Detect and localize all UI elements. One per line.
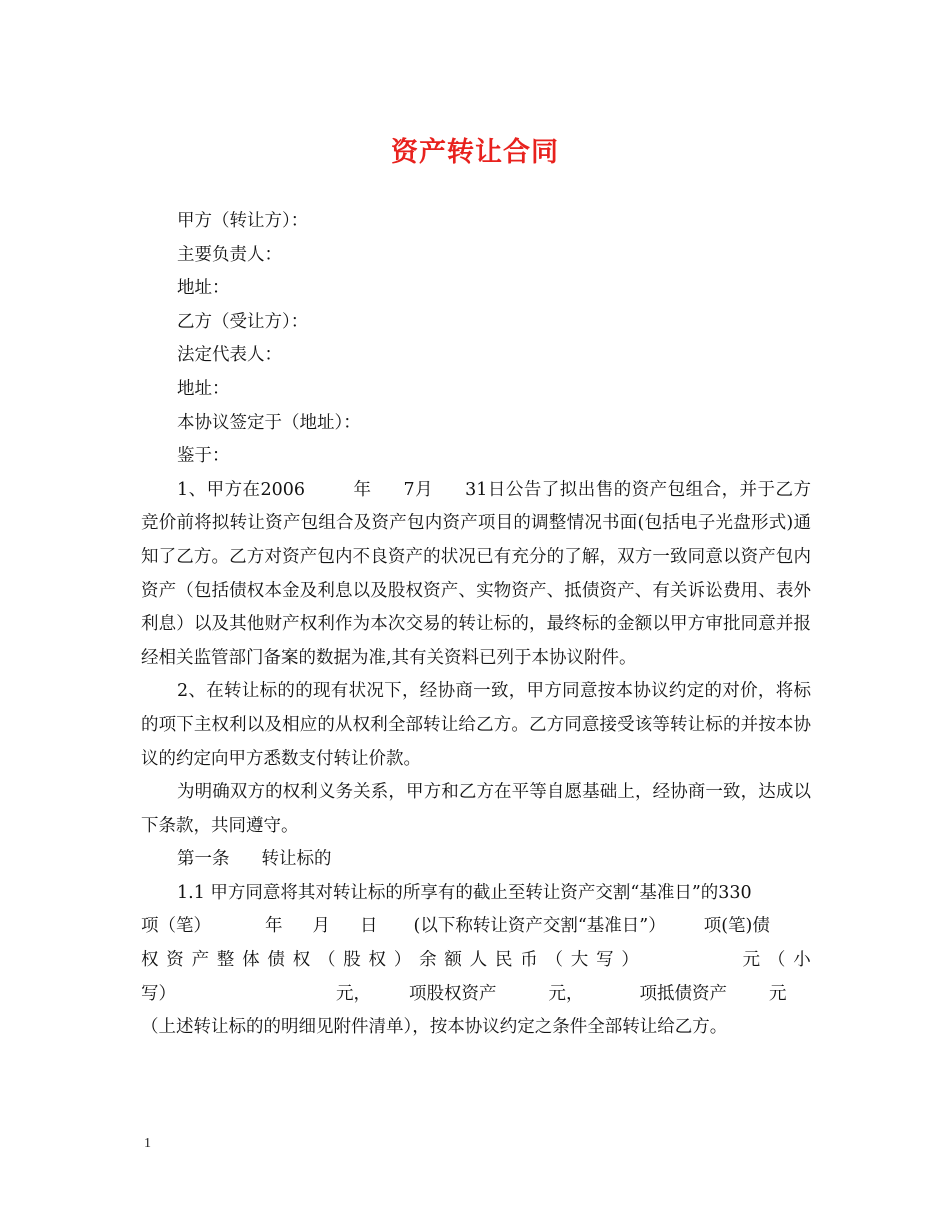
signing-place-field: 本协议签定于（地址）： xyxy=(177,412,361,433)
document-body xyxy=(141,205,811,1045)
article-1-name: 转让标的 xyxy=(261,849,332,870)
clause-char: ） xyxy=(393,950,412,971)
clause-char: （ xyxy=(317,950,336,971)
document-title: 资产转让合同 xyxy=(391,137,559,168)
recital-1 xyxy=(141,474,811,676)
clause-char: 人 xyxy=(469,950,488,971)
clause-char: 小 xyxy=(793,950,811,971)
clause-char: 资 xyxy=(166,950,184,971)
clause-1-1-line-4 xyxy=(141,978,811,1012)
recital-1-text: 31日公告了拟出售的资产包组合，并于乙方竞价前将拟转让资产包组合及资产包内资产项目的调整情况书面(包括电子光盘形式)通知了乙方。乙方对资产包内不良资产的状况已有充分的了解，双方一致同意以资产包内资产（包括债权本金及利息以及股权资产、实物资产、抵债资产、有关诉讼费用、表外利息）以及其他财产权利作为本次交易的转让标的，最终标的金额以甲方审批同意并报经相关监管部门备案的数据为准,其有关资料已列于本协议附件。 xyxy=(141,479,811,668)
clause-text: (以下称转让资产交割“基准日”） xyxy=(413,916,666,937)
clause-text: 元， xyxy=(548,983,584,1004)
principal-field: 主要负责人： xyxy=(177,244,282,265)
clause-char: 大 xyxy=(570,950,589,971)
recital-1-year-unit: 年 xyxy=(353,479,372,500)
clause-char: 余 xyxy=(419,950,437,971)
clause-char: 元 xyxy=(742,950,761,971)
clause-char: 民 xyxy=(494,950,513,971)
party-a-address-field: 地址： xyxy=(177,278,230,299)
clause-text: 项（笔） xyxy=(141,916,211,937)
clause-char: 权 xyxy=(368,950,387,971)
clause-char: 股 xyxy=(343,950,361,971)
party-a-field: 甲方（转让方）： xyxy=(177,211,309,231)
clause-text: 元 xyxy=(769,983,787,1004)
clause-char: 产 xyxy=(191,950,210,971)
clause-char: 整 xyxy=(216,950,235,971)
recital-2: 2、在转让标的的现有状况下，经协商一致，甲方同意按本协议约定的对价，将标的项下主权利以及相应的从权利全部转让给乙方。乙方同意接受该等转让标的并按本协议的约定向甲方悉数支付转让价款。 xyxy=(141,681,811,769)
recital-1-intro: 1、甲方在2006 xyxy=(177,479,306,500)
purpose-paragraph: 为明确双方的权利义务关系，甲方和乙方在平等自愿基础上，经协商一致，达成以下条款，共同遵守。 xyxy=(141,782,811,836)
clause-char: 权 xyxy=(292,950,311,971)
clause-text: 项(笔)债 xyxy=(703,916,770,937)
clause-text: 年 xyxy=(265,916,283,937)
party-b-field: 乙方（受让方）： xyxy=(177,311,309,332)
clause-char: 权 xyxy=(141,950,159,971)
party-b-address-field: 地址： xyxy=(177,378,230,399)
clause-1-1-line-2 xyxy=(141,910,811,944)
whereas-heading: 鉴于： xyxy=(177,446,230,467)
clause-char: ） xyxy=(621,950,639,971)
clause-char: 额 xyxy=(444,950,462,971)
clause-char: （ xyxy=(767,950,786,971)
legal-representative-field: 法定代表人： xyxy=(177,345,282,366)
clause-char: （ xyxy=(545,950,563,971)
recital-1-month: 7月 xyxy=(403,479,434,500)
clause-text: 元， xyxy=(336,983,371,1004)
clause-1-1-line-3 xyxy=(141,944,811,978)
clause-text: 项抵债资产 xyxy=(639,983,727,1004)
article-1-number: 第一条 xyxy=(177,849,230,870)
clause-char: 币 xyxy=(520,950,538,971)
clause-1-1-line-1: 1.1 甲方同意将其对转让标的所享有的截止至转让资产交割“基准日”的330 xyxy=(177,882,752,903)
clause-text: 日 xyxy=(360,916,378,937)
clause-text: 项股权资产 xyxy=(409,983,497,1004)
clause-char: 写 xyxy=(596,950,614,971)
clause-1-1-line-5: （上述转让标的的明细见附件清单），按本协议约定之条件全部转让给乙方。 xyxy=(141,1017,728,1038)
clause-text: 写） xyxy=(141,983,176,1004)
article-1-heading xyxy=(141,843,811,877)
clause-char: 债 xyxy=(267,950,285,971)
clause-text: 月 xyxy=(312,916,330,937)
clause-char: 体 xyxy=(242,950,260,971)
page-number: 1 xyxy=(144,1136,151,1151)
